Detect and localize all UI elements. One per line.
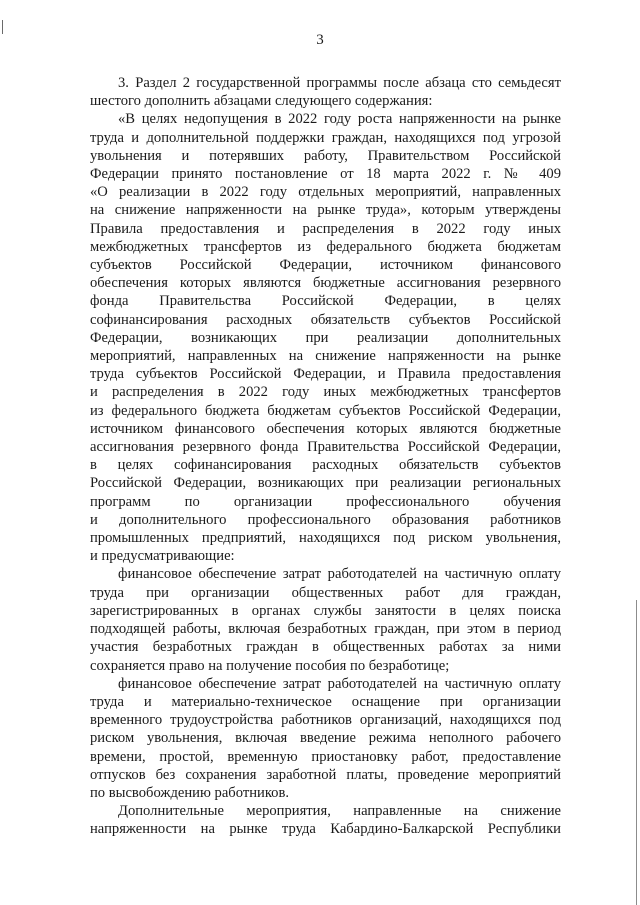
paragraph xyxy=(90,675,561,802)
paragraph xyxy=(90,802,561,838)
paragraph-line: участия безработных граждан в общественных работах за ними xyxy=(90,639,561,656)
page-number: 3 xyxy=(316,32,324,48)
paragraph-line: и дополнительного профессионального образования работников xyxy=(90,511,561,528)
paragraph-line: Российской Федерации, возникающих при реализации региональных xyxy=(90,475,561,492)
paragraph-line: Дополнительные мероприятия, направленные на снижение xyxy=(118,803,561,820)
paragraph-line: и предусматривающие: xyxy=(90,548,235,565)
paragraph-line: межбюджетных трансфертов из федерального бюджета бюджетам xyxy=(90,238,561,255)
paragraph-line: увольнения и потерявших работу, Правительством Российской xyxy=(90,147,561,164)
paragraph-line: по высвобождению работников. xyxy=(90,784,290,801)
paragraph-line: в целях софинансирования расходных обязательств субъектов xyxy=(90,457,561,474)
paragraph-line: шестого дополнить абзацами следующего содержания: xyxy=(90,93,433,110)
paragraph-line: зарегистрированных в органах службы занятости в целях поиска xyxy=(90,602,561,619)
paragraph-line: ассигнования резервного фонда Правительства Российской Федерации, xyxy=(90,439,561,456)
paragraph-line: подходящей работы, включая безработных граждан, при этом в период xyxy=(90,621,561,638)
paragraph-line: напряженности на рынке труда Кабардино-Балкарской Республики xyxy=(90,821,561,838)
paragraph-line: труда и материально-техническое оснащение при организации xyxy=(90,693,561,710)
paragraph-line: труда и дополнительной поддержки граждан, находящихся под угрозой xyxy=(90,129,561,146)
paragraph-line: Правила предоставления и распределения в 2022 году иных xyxy=(90,220,561,237)
paragraph-line: источником финансового обеспечения которых являются бюджетные xyxy=(90,420,561,437)
paragraph-line: субъектов Российской Федерации, источником финансового xyxy=(90,257,561,274)
paragraph-line: и распределения в 2022 году иных межбюджетных трансфертов xyxy=(90,384,561,401)
paragraph xyxy=(90,110,561,565)
paragraph-line: временного трудоустройства работников организаций, находящихся под xyxy=(90,712,561,729)
paragraph-line: финансовое обеспечение затрат работодателей на частичную оплату xyxy=(118,566,561,583)
paragraph-line: промышленных предприятий, находящихся под риском увольнения, xyxy=(90,530,561,547)
paragraph-line: обеспечения которых являются бюджетные ассигнования резервного xyxy=(90,275,561,292)
paragraph-line: «О реализации в 2022 году отдельных мероприятий, направленных xyxy=(90,184,561,201)
paragraph-line: труда субъектов Российской Федерации, и Правила предоставления xyxy=(90,366,561,383)
document-body xyxy=(90,74,561,839)
paragraph-line: сохраняется право на получение пособия по безработице; xyxy=(90,657,450,674)
scan-edge-mark xyxy=(636,600,637,905)
paragraph-line: Федерации, возникающих при реализации дополнительных xyxy=(90,329,561,346)
paragraph-line: Федерации принято постановление от 18 марта 2022 г. № 409 xyxy=(90,166,561,183)
paragraph-line: времени, простой, временную приостановку работ, предоставление xyxy=(90,748,561,765)
paragraph xyxy=(90,565,561,674)
paragraph-line: труда при организации общественных работ для граждан, xyxy=(90,584,561,601)
paragraph-line: софинансирования расходных обязательств субъектов Российской xyxy=(90,311,561,328)
paragraph-line: финансовое обеспечение затрат работодателей на частичную оплату xyxy=(118,675,561,692)
paragraph-line: 3. Раздел 2 государственной программы после абзаца сто семьдесят xyxy=(118,75,561,91)
paragraph-line: программ по организации профессионального обучения xyxy=(90,493,561,510)
paragraph-line: на снижение напряженности на рынке труда», которым утверждены xyxy=(90,202,561,219)
paragraph-line: из федерального бюджета бюджетам субъектов Российской Федерации, xyxy=(90,402,561,419)
paragraph-line: фонда Правительства Российской Федерации, в целях xyxy=(90,293,561,310)
paragraph xyxy=(90,74,561,110)
paragraph-line: отпусков без сохранения заработной платы, проведение мероприятий xyxy=(90,766,561,783)
paragraph-line: риском увольнения, включая введение режима неполного рабочего xyxy=(90,730,561,747)
paragraph-line: мероприятий, направленных на снижение напряженности на рынке xyxy=(90,348,561,365)
paragraph-line: «В целях недопущения в 2022 году роста напряженности на рынке xyxy=(118,111,561,128)
